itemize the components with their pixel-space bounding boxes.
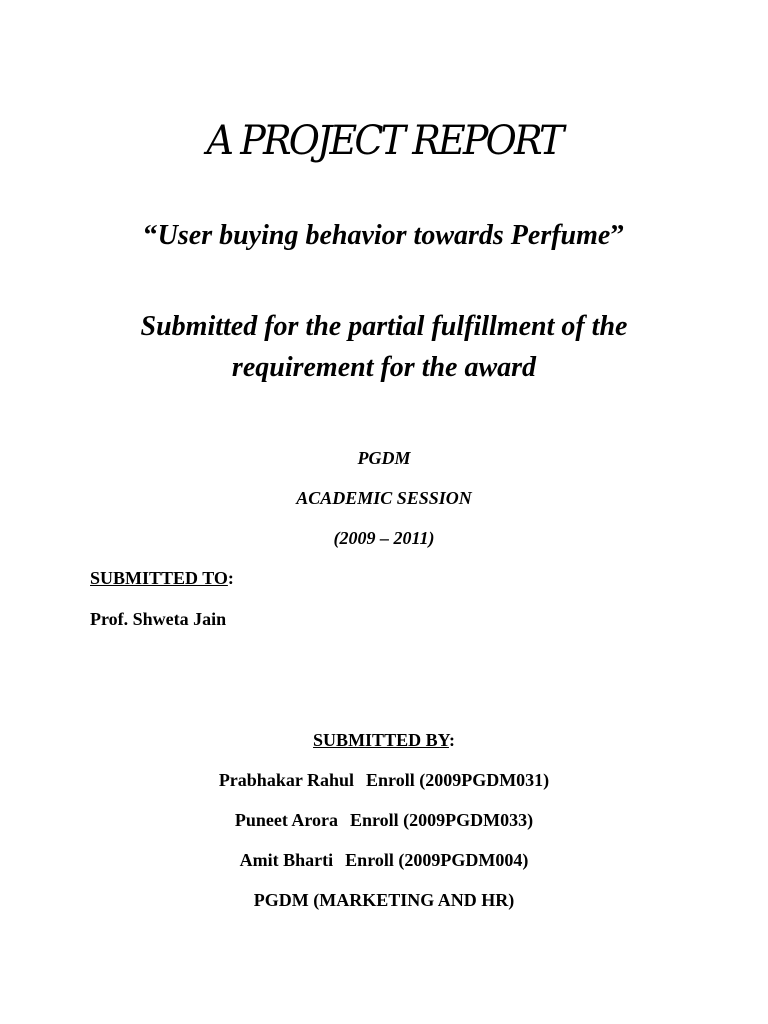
subject-close-quote: ” bbox=[610, 220, 625, 251]
purpose-line-1: Submitted for the partial fulfillment of the bbox=[140, 311, 628, 342]
submitted-by-label: SUBMITTED BY bbox=[313, 730, 449, 750]
member-row bbox=[0, 810, 768, 831]
project-subject bbox=[0, 220, 768, 252]
submitted-to-heading bbox=[90, 568, 768, 589]
report-title: A PROJECT REPORT bbox=[206, 118, 562, 164]
member-name: Amit Bharti bbox=[239, 850, 334, 870]
subject-open-quote: “ bbox=[143, 220, 158, 251]
member-name: Puneet Arora bbox=[234, 810, 338, 830]
submitted-by-colon: : bbox=[448, 730, 455, 750]
member-enroll: Enroll (2009PGDM031) bbox=[366, 770, 550, 790]
member-row bbox=[0, 770, 768, 791]
submitted-to-name: Prof. Shweta Jain bbox=[90, 609, 227, 629]
submitted-to-colon: : bbox=[227, 568, 234, 588]
member-enroll: Enroll (2009PGDM033) bbox=[350, 810, 534, 830]
specialization: PGDM (MARKETING AND HR) bbox=[253, 890, 515, 910]
submitted-by-heading bbox=[0, 730, 768, 751]
submitted-to-label: SUBMITTED TO bbox=[90, 568, 228, 588]
member-row bbox=[0, 850, 768, 871]
program-name: PGDM bbox=[357, 448, 411, 468]
purpose-line-2: requirement for the award bbox=[231, 352, 537, 383]
member-enroll: Enroll (2009PGDM004) bbox=[345, 850, 529, 870]
session-label: ACADEMIC SESSION bbox=[296, 488, 472, 508]
member-name: Prabhakar Rahul bbox=[218, 770, 355, 790]
subject-text: User buying behavior towards Perfume bbox=[157, 220, 611, 251]
session-years: (2009 – 2011) bbox=[333, 528, 435, 548]
